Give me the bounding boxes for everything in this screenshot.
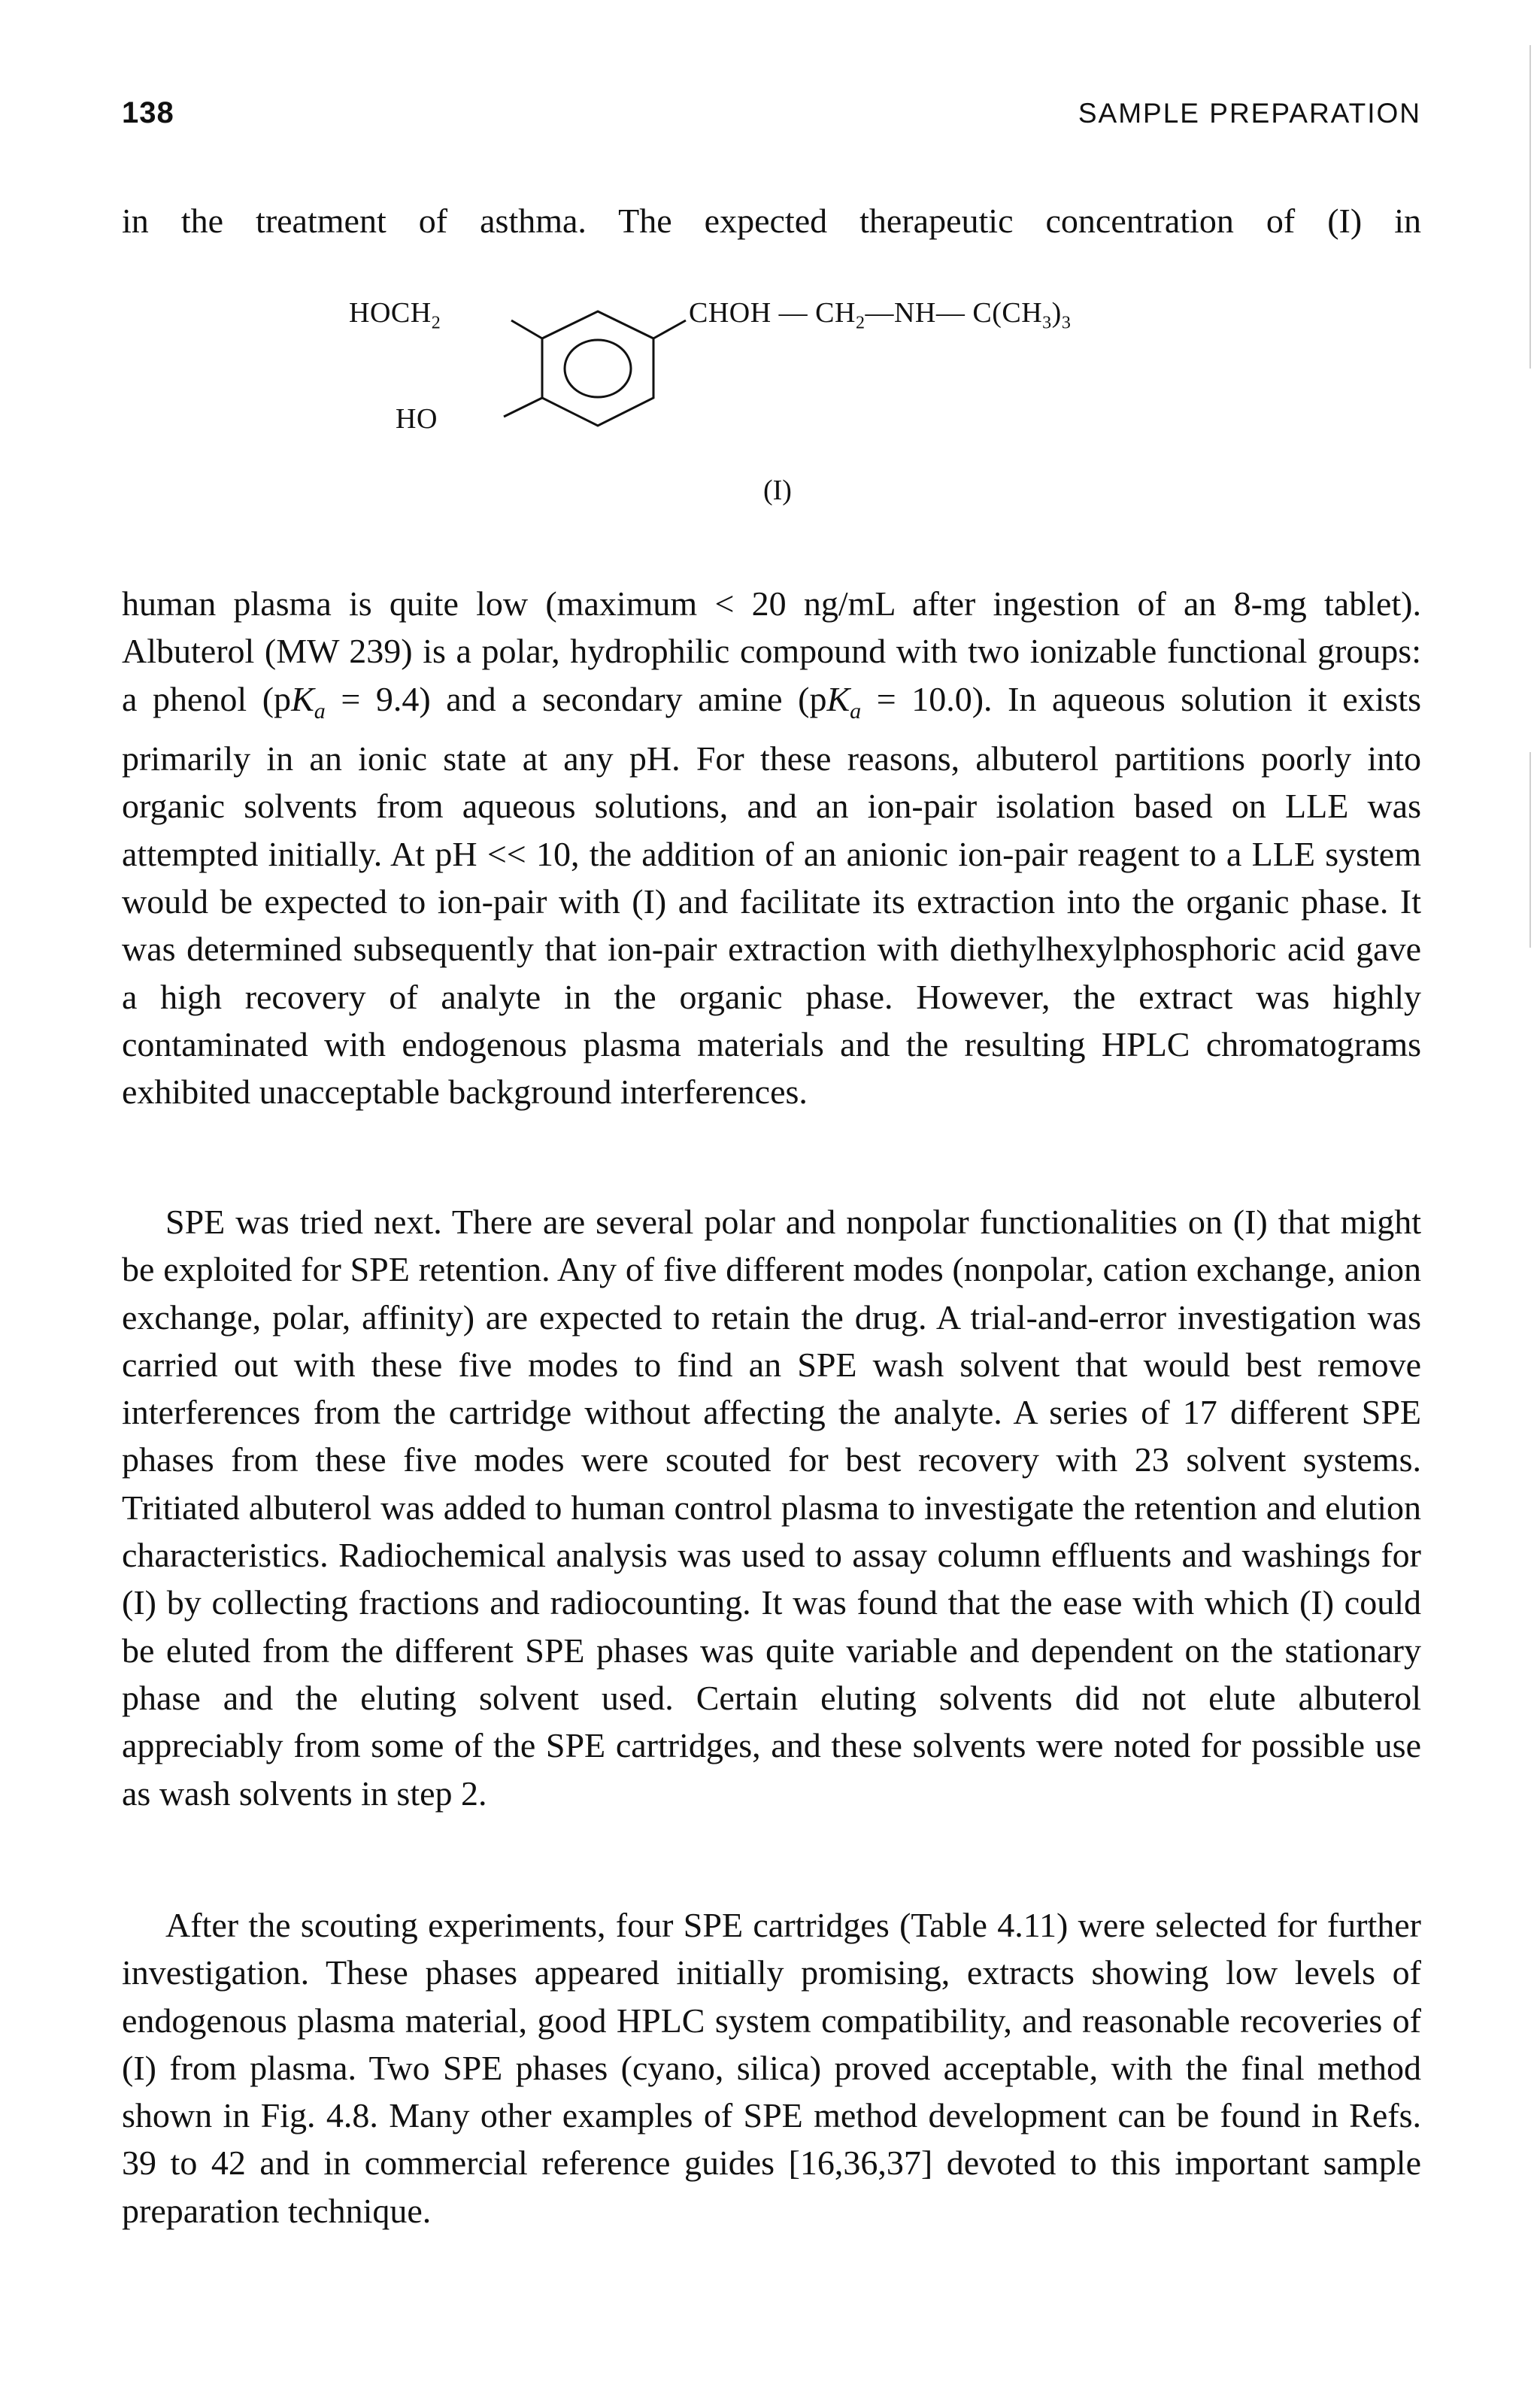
bond-ho: [504, 398, 542, 417]
group-hoch2-subscript: 2: [431, 313, 441, 333]
side-chain-part-2: —NH— C(CH: [865, 297, 1043, 329]
page-header: [122, 96, 1421, 141]
paragraph-1-part-b: = 9.4) and a secondary amine (p: [325, 679, 827, 718]
bond-chain: [653, 320, 686, 338]
compound-label: (I): [763, 475, 792, 506]
side-chain-part-1: CHOH — CH: [689, 297, 856, 329]
side-chain-part-3: ): [1051, 297, 1062, 329]
group-hoch2-text: HOCH: [349, 297, 432, 329]
page-number: 138: [122, 96, 174, 129]
scan-edge-mark: [1529, 752, 1531, 948]
pka-k-1: K: [291, 679, 314, 718]
paragraph-3: After the scouting experiments, four SPE cartridges (Table 4.11) were selected for further investigation. These phases appeared initially promising, extracts showing low levels of endogenous plasma material, good HPLC system compatibility, and reasonable recoveries of (I) from plasma. Two SPE phases (cyano, silica) proved acceptable, with the final method shown in Fig. 4.8. Many other examples of SPE method development can be found in Refs. 39 to 42 and in commercial reference guides [16,36,37] devoted to this important sample preparation technique.: [122, 1906, 1421, 2230]
side-chain-sub-2: 3: [1042, 313, 1052, 333]
group-ho: HO: [396, 403, 438, 435]
paragraph-1: [122, 580, 1421, 1115]
running-head: SAMPLE PREPARATION: [1078, 98, 1421, 129]
pka-sub-1: a: [314, 698, 326, 724]
side-chain-sub-3: 3: [1061, 313, 1072, 333]
scan-edge-mark: [1529, 45, 1531, 369]
paragraph-1-part-c: = 10.0). In aqueous solution it exists primarily in an ionic state at any pH. For these reasons, albuterol partitions poorly into organic solvents from aqueous solutions, and an ion-pair isolation based on LLE was attempted initially. At pH << 10, the addition of an anionic ion-pair reagent to a LLE system would be expected to ion-pair with (I) and facilitate its extraction into the organic phase. It was determined subsequently that ion-pair extraction with diethylhexylphosphoric acid gave a high recovery of analyte in the organic phase. However, the extract was highly contaminated with endogenous plasma materials and the resulting HPLC chromatograms exhibited unacceptable background interferences.: [122, 679, 1421, 1112]
albuterol-structure: [331, 278, 1459, 526]
opening-line: in the treatment of asthma. The expected therapeutic concentration of (I) in: [122, 202, 1421, 240]
pka-sub-2: a: [850, 698, 862, 724]
paragraph-2: SPE was tried next. There are several polar and nonpolar functionalities on (I) that might be exploited for SPE retention. Any of five different modes (nonpolar, cation exchange, anion exchange, polar, affinity) are expected to retain the drug. A trial-and-error investigation was carried out with these five modes to find an SPE wash solvent that would best remove interferences from the cartridge without affecting the analyte. A series of 17 different SPE phases from these five modes were scouted for best recovery with 23 solvent systems. Tritiated albuterol was added to human control plasma to investigate the retention and elution characteristics. Radiochemical analysis was used to assay column effluents and washings for (I) by collecting fractions and radiocounting. It was found that the ease with which (I) could be eluted from the different SPE phases was quite variable and dependent on the stationary phase and the eluting solvent used. Certain eluting solvents did not elute albuterol appreciably from some of the SPE cartridges, and these solvents were noted for possible use as wash solvents in step 2.: [122, 1203, 1421, 1813]
bond-hoch2: [511, 320, 542, 338]
side-chain: [689, 296, 1071, 334]
benzene-ring: [504, 311, 686, 426]
paragraph-1-part-a: human plasma is quite low (maximum < 20 ng/mL after ingestion of an 8-mg tablet). Albuterol (MW 239) is a polar, hydrophilic compound with two ionizable functional groups: a phenol (p: [122, 584, 1421, 718]
side-chain-sub-1: 2: [855, 313, 865, 333]
group-hoch2: [349, 296, 441, 334]
pka-k-2: K: [826, 679, 850, 718]
